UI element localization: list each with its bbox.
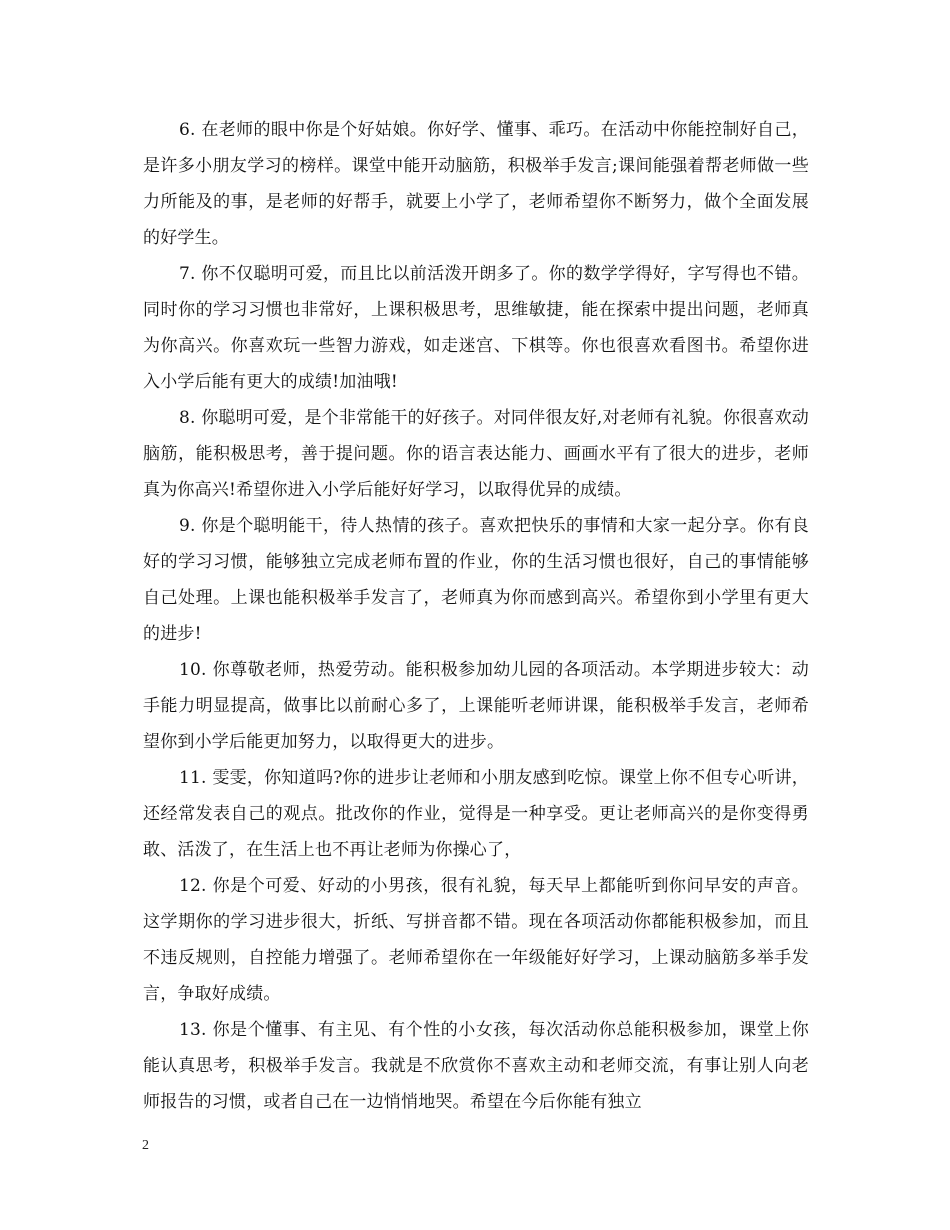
paragraph-9: 9. 你是个聪明能干，待人热情的孩子。喜欢把快乐的事情和大家一起分享。你有良好的学习习惯，能够独立完成老师布置的作业，你的生活习惯也很好，自己的事情能够自己处理。上课也能积极举手发言了，老师真为你而感到高兴。希望你到小学里有更大的进步! (143, 516, 809, 644)
page-number: 2 (142, 1138, 149, 1153)
document-body (143, 112, 809, 1120)
paragraph-7: 7. 你不仅聪明可爱，而且比以前活泼开朗多了。你的数学学得好，字写得也不错。同时你的学习习惯也非常好，上课积极思考，思维敏捷，能在探索中提出问题，老师真为你高兴。你喜欢玩一些智力游戏，如走迷宫、下棋等。你也很喜欢看图书。希望你进入小学后能有更大的成绩!加油哦! (143, 264, 809, 392)
paragraph-11: 11. 雯雯，你知道吗?你的进步让老师和小朋友感到吃惊。课堂上你不但专心听讲，还经常发表自己的观点。批改你的作业，觉得是一种享受。更让老师高兴的是你变得勇敢、活泼了，在生活上也不再让老师为你操心了， (143, 768, 809, 860)
paragraph-6: 6. 在老师的眼中你是个好姑娘。你好学、懂事、乖巧。在活动中你能控制好自己，是许多小朋友学习的榜样。课堂中能开动脑筋，积极举手发言;课间能强着帮老师做一些力所能及的事，是老师的好帮手，就要上小学了，老师希望你不断努力，做个全面发展的好学生。 (143, 120, 809, 248)
paragraph-10: 10. 你尊敬老师，热爱劳动。能积极参加幼儿园的各项活动。本学期进步较大：动手能力明显提高，做事比以前耐心多了，上课能听老师讲课，能积极举手发言，老师希望你到小学后能更加努力，以取得更大的进步。 (143, 660, 809, 752)
paragraph-13: 13. 你是个懂事、有主见、有个性的小女孩，每次活动你总能积极参加，课堂上你能认真思考，积极举手发言。我就是不欣赏你不喜欢主动和老师交流，有事让别人向老师报告的习惯，或者自己在一边悄悄地哭。希望在今后你能有独立 (143, 1020, 809, 1112)
paragraph-12: 12. 你是个可爱、好动的小男孩，很有礼貌，每天早上都能听到你问早安的声音。这学期你的学习进步很大，折纸、写拼音都不错。现在各项活动你都能积极参加，而且不违反规则，自控能力增强了。老师希望你在一年级能好好学习，上课动脑筋多举手发言，争取好成绩。 (143, 876, 809, 1004)
paragraph-8: 8. 你聪明可爱，是个非常能干的好孩子。对同伴很友好,对老师有礼貌。你很喜欢动脑筋，能积极思考，善于提问题。你的语言表达能力、画画水平有了很大的进步，老师真为你高兴!希望你进入小学后能好好学习，以取得优异的成绩。 (143, 408, 809, 500)
